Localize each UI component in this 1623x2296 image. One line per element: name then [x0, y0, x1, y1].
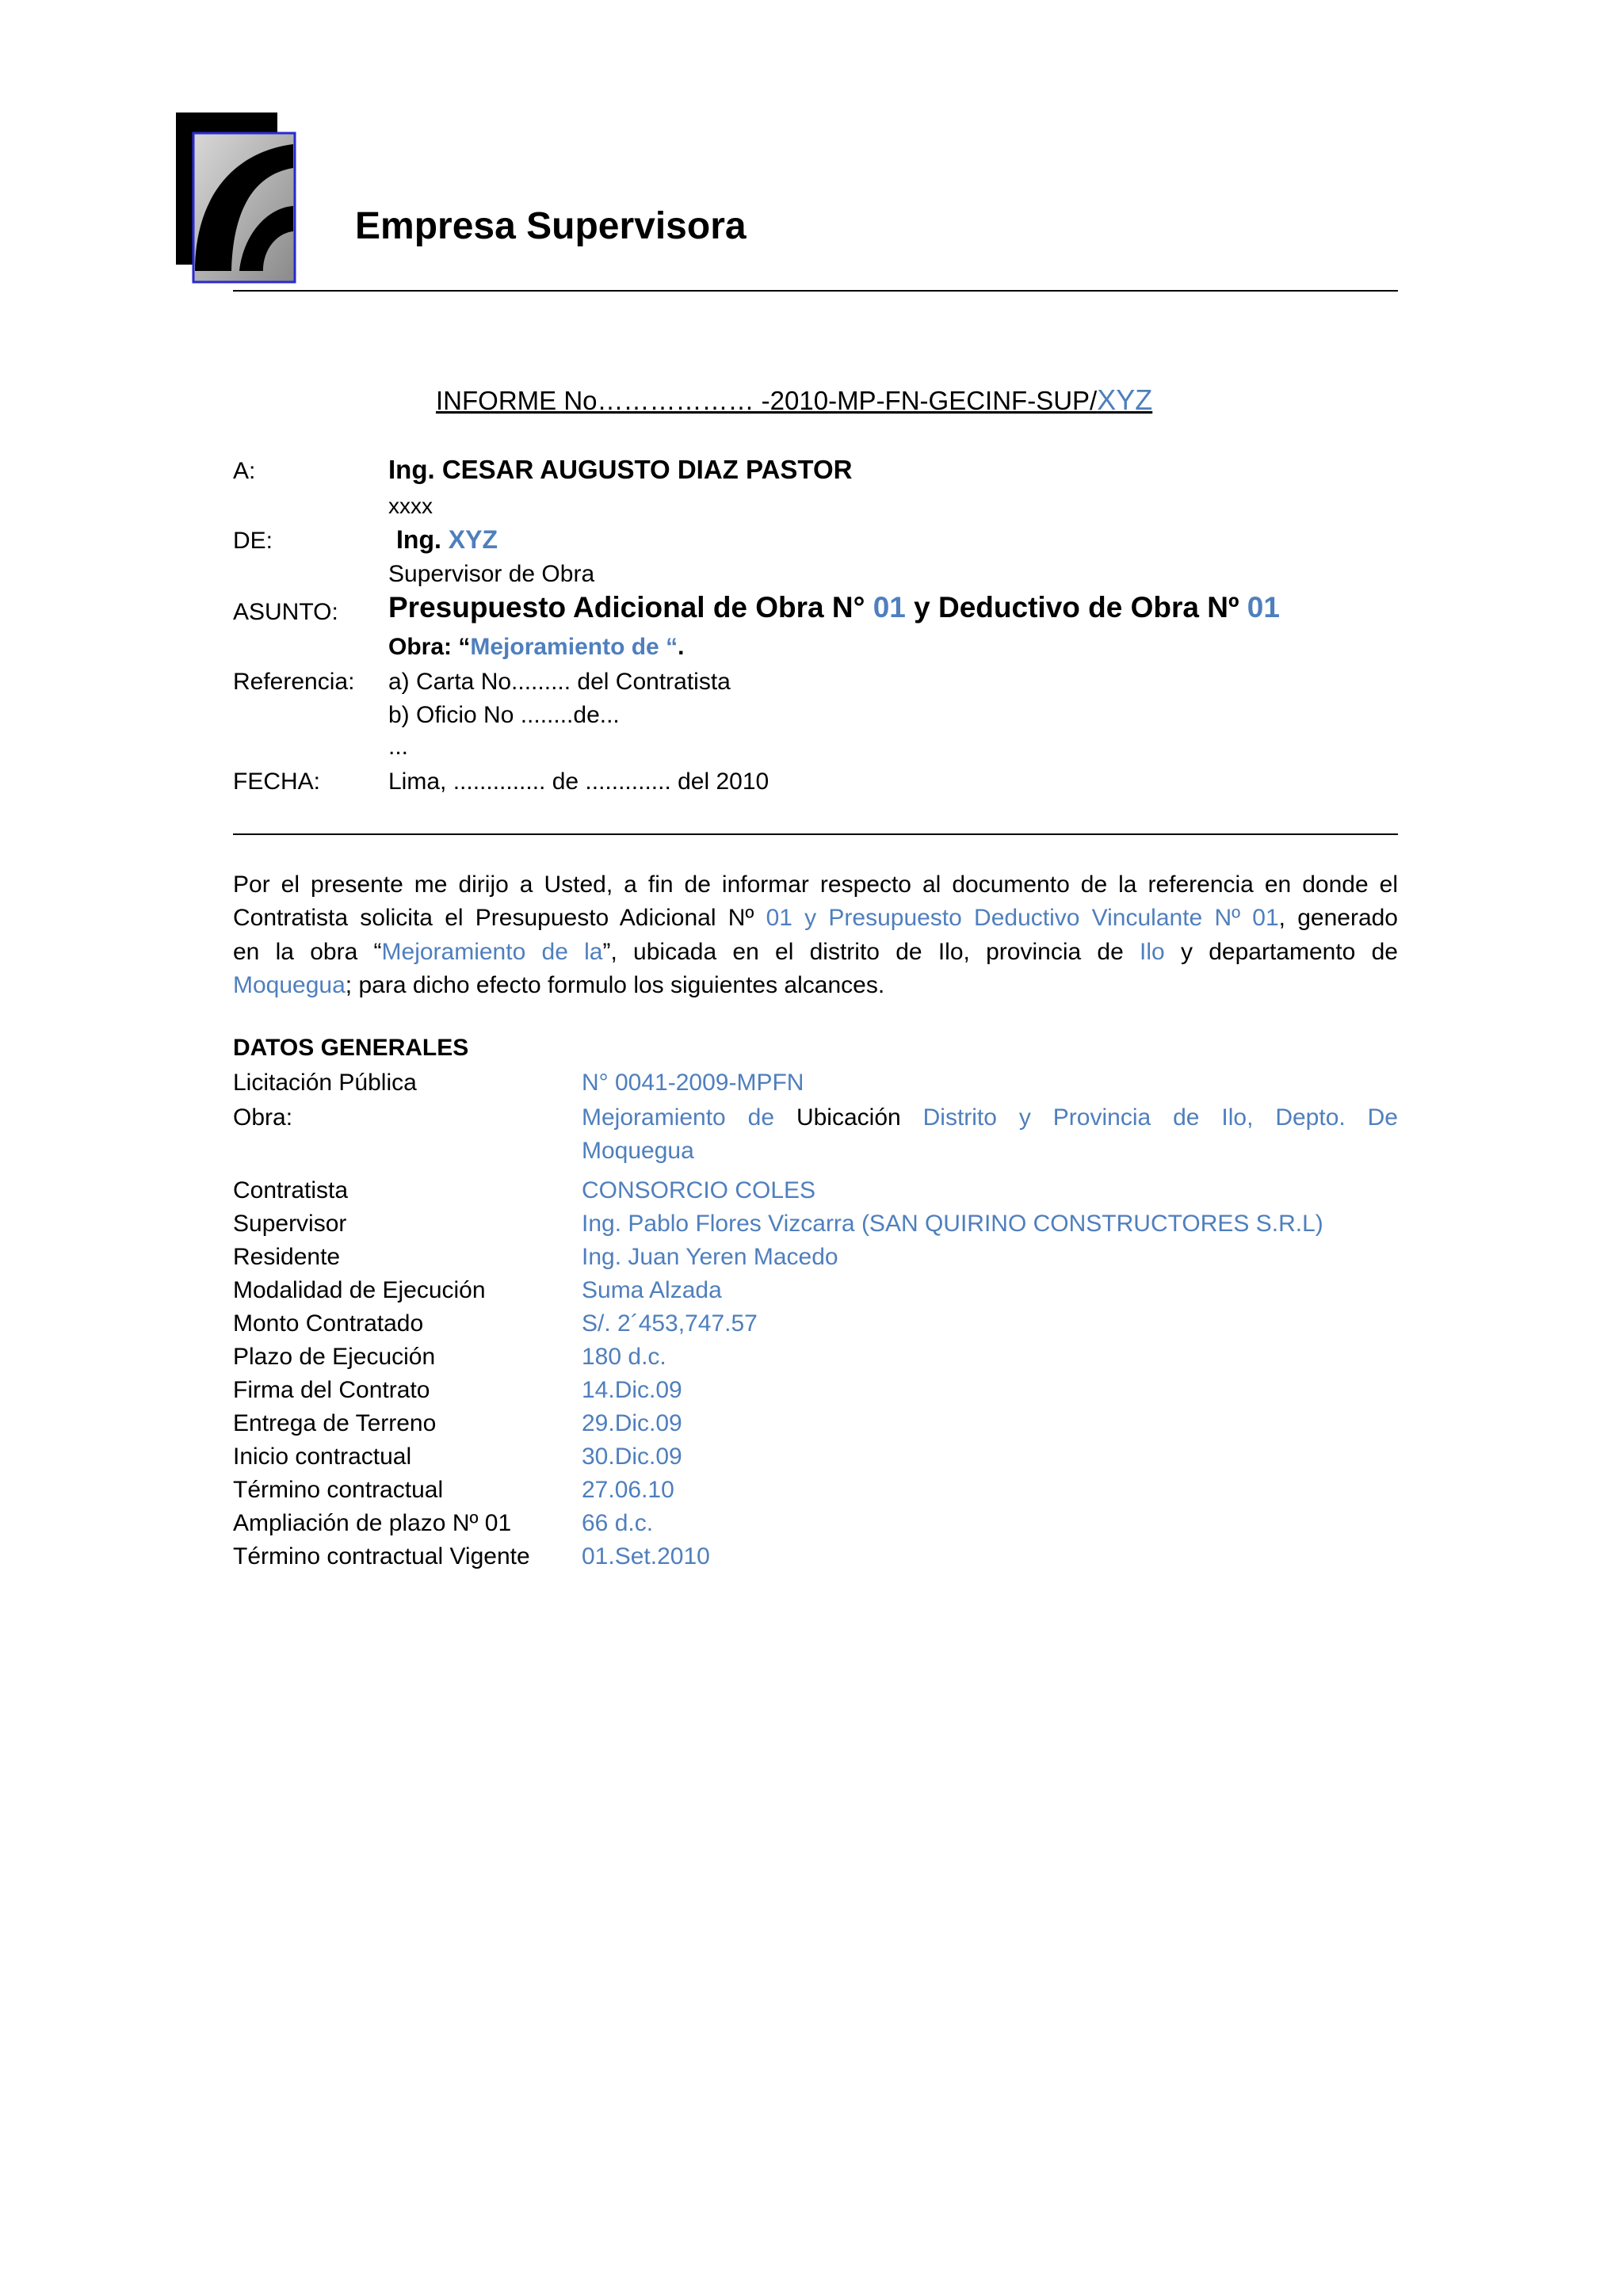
- general-data-label: Firma del Contrato: [233, 1377, 430, 1403]
- general-data-value: CONSORCIO COLES: [582, 1177, 816, 1203]
- general-data-value: Ing. Pablo Flores Vizcarra (SAN QUIRINO CONSTRUCTORES S.R.L): [582, 1211, 1323, 1237]
- obra-value: [582, 1101, 1398, 1168]
- obra-label: Obra:: [233, 1104, 293, 1131]
- general-data-label: Licitación Pública: [233, 1070, 417, 1096]
- paragraph-line-2: [233, 902, 1398, 935]
- obra-value-line-1: [582, 1101, 1398, 1135]
- general-data-value: 01.Set.2010: [582, 1543, 710, 1569]
- from-prefix: Ing.: [396, 525, 449, 554]
- general-data-label: Ampliación de plazo Nº 01: [233, 1510, 512, 1536]
- general-data-value: 14.Dic.09: [582, 1377, 682, 1403]
- paragraph-text: , generado: [1278, 905, 1398, 932]
- paragraph-highlight: 01 y Presupuesto Deductivo Vinculante Nº 01: [766, 905, 1279, 932]
- reference-a: a) Carta No......... del Contratista: [388, 669, 731, 695]
- report-number-code: XYZ: [1097, 383, 1153, 416]
- date-label: FECHA:: [233, 769, 321, 795]
- paragraph-text: en la obra “: [233, 938, 382, 965]
- from-subtitle: Supervisor de Obra: [388, 561, 595, 587]
- general-data-value: N° 0041-2009-MPFN: [582, 1070, 804, 1096]
- subject-obra-name: Mejoramiento de “: [470, 634, 678, 660]
- from-name: [396, 523, 498, 556]
- general-data-label: Inicio contractual: [233, 1444, 412, 1470]
- to-subtitle: xxxx: [388, 494, 433, 518]
- paragraph-highlight: Ilo: [1140, 938, 1165, 965]
- general-data-label: Entrega de Terreno: [233, 1410, 437, 1436]
- reference-label: Referencia:: [233, 669, 355, 695]
- general-data-label: Residente: [233, 1244, 341, 1270]
- subject-obra-suffix: .: [678, 634, 685, 660]
- paragraph-text: Contratista solicita el Presupuesto Adicional Nº: [233, 905, 766, 932]
- company-name: Empresa Supervisora: [355, 205, 747, 247]
- paragraph-line-4: [233, 969, 1398, 1002]
- obra-location: Distrito y Provincia de Ilo, Depto. De: [900, 1104, 1398, 1131]
- general-data-label: Monto Contratado: [233, 1310, 424, 1337]
- paragraph-text: ”, ubicada en el distrito de Ilo, provincia de: [602, 938, 1140, 965]
- subject-title: [388, 591, 1280, 624]
- date-value: Lima, .............. de ............. del 2010: [388, 769, 769, 795]
- general-data-label: Término contractual Vigente: [233, 1543, 530, 1569]
- memo-divider: [233, 833, 1398, 835]
- general-data-label: Término contractual: [233, 1477, 444, 1503]
- paragraph-highlight: Moquegua: [233, 971, 346, 998]
- general-data-label: Plazo de Ejecución: [233, 1344, 436, 1370]
- general-data-title: DATOS GENERALES: [233, 1035, 469, 1061]
- general-data-value: Suma Alzada: [582, 1277, 722, 1303]
- general-data-value: 30.Dic.09: [582, 1444, 682, 1470]
- subject-number-1: 01: [873, 591, 906, 624]
- general-data-value: Ing. Juan Yeren Macedo: [582, 1244, 838, 1270]
- obra-ubicacion-label: Ubicación: [796, 1104, 901, 1131]
- from-label: DE:: [233, 528, 273, 554]
- obra-name: Mejoramiento de: [582, 1104, 796, 1131]
- report-number: [436, 383, 1152, 417]
- general-data-value: S/. 2´453,747.57: [582, 1310, 758, 1337]
- paragraph-text: ; para dicho efecto formulo los siguientes alcances.: [345, 971, 885, 998]
- general-data-value: 29.Dic.09: [582, 1410, 682, 1436]
- general-data-value: 180 d.c.: [582, 1344, 666, 1370]
- subject-obra-prefix: Obra: “: [388, 634, 471, 660]
- general-data-label: Contratista: [233, 1177, 349, 1203]
- subject-part-2: y Deductivo de Obra Nº: [905, 591, 1247, 624]
- to-name: Ing. CESAR AUGUSTO DIAZ PASTOR: [388, 455, 853, 484]
- general-data-label: Modalidad de Ejecución: [233, 1277, 486, 1303]
- general-data-label: Supervisor: [233, 1211, 347, 1237]
- report-number-prefix: INFORME No……………… -2010-MP-FN-GECINF-SUP/: [436, 386, 1098, 415]
- general-data-value: 27.06.10: [582, 1477, 674, 1503]
- general-data-value: 66 d.c.: [582, 1510, 654, 1536]
- obra-location-region: Moquegua: [582, 1138, 694, 1164]
- reference-c: ...: [388, 734, 409, 760]
- subject-obra: [388, 631, 684, 664]
- paragraph-line-1: Por el presente me dirijo a Usted, a fin de informar respecto al documento de la referencia en donde el: [233, 871, 1398, 898]
- from-name-value: XYZ: [448, 525, 498, 554]
- to-label: A:: [233, 458, 256, 484]
- paragraph-text: y departamento de: [1164, 938, 1398, 965]
- paragraph-line-3: [233, 936, 1398, 969]
- header-divider: [233, 290, 1398, 292]
- subject-part-1: Presupuesto Adicional de Obra N°: [388, 591, 873, 624]
- company-logo: [176, 113, 298, 284]
- body-paragraph: [233, 868, 1398, 1002]
- paragraph-highlight: Mejoramiento de la: [381, 938, 603, 965]
- subject-label: ASUNTO:: [233, 599, 338, 625]
- subject-number-2: 01: [1247, 591, 1280, 624]
- reference-b: b) Oficio No ........de...: [388, 702, 620, 728]
